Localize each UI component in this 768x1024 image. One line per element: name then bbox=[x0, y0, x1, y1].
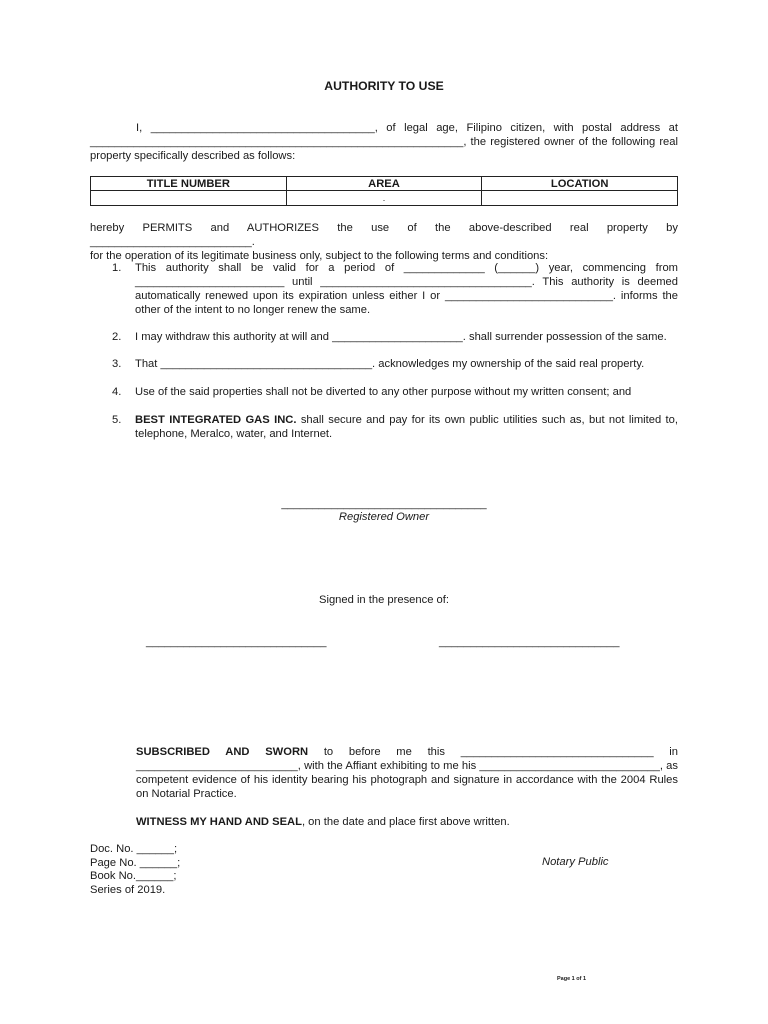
page-footer: Page 1 of 1 bbox=[557, 976, 587, 982]
witness-hand-bold: WITNESS MY HAND AND SEAL bbox=[136, 816, 302, 828]
item-text-rest: shall secure and pay for its own public utilities such as, but not limited to, telephone, Meralco, water, and Internet. bbox=[135, 414, 678, 440]
item-text: This authority shall be valid for a period of _____________ (______) year, commencing from ________________________ until __________________________________. This authority is deemed automatically renewed upon its expiration unless either I or ___________________________. informs the other of the intent to no longer renew the same. bbox=[135, 262, 678, 316]
item-text: Use of the said properties shall not be diverted to any other purpose without my written consent; and bbox=[135, 386, 632, 398]
item-number: 4. bbox=[112, 386, 122, 398]
table-row bbox=[91, 191, 678, 206]
witness-label: Signed in the presence of: bbox=[319, 594, 449, 606]
intro-paragraph bbox=[90, 121, 678, 163]
item-number: 2. bbox=[112, 331, 122, 343]
intro-mid: of legal age, Filipino citizen, with postal address at bbox=[377, 122, 679, 134]
document-page bbox=[90, 0, 678, 1024]
permits-line1: hereby PERMITS and AUTHORIZES the use of the above-described real property by __________________________. bbox=[90, 222, 678, 248]
witness-signature-line-right: _____________________________ bbox=[439, 636, 620, 648]
owner-label: Registered Owner bbox=[338, 511, 430, 523]
permits-line2: for the operation of its legitimate business only, subject to the following terms and conditions: bbox=[90, 250, 549, 262]
intro-line3: property specifically described as follows: bbox=[90, 150, 296, 162]
document-title: AUTHORITY TO USE bbox=[324, 79, 444, 93]
jurat-text: to before me this _______________________________ in __________________________, with the Affiant exhibiting to me his _____________________________, as competent evidence of his identity bearing his photograph and signature in accordance with the 2004 Rules on Notarial Practice. bbox=[136, 746, 678, 800]
header-title-number: TITLE NUMBER bbox=[91, 177, 287, 191]
jurat-paragraph bbox=[90, 745, 678, 801]
jurat-bold: SUBSCRIBED AND SWORN bbox=[136, 746, 309, 758]
item-text bbox=[135, 413, 678, 441]
table-header-row bbox=[91, 177, 678, 191]
witness-hand-paragraph bbox=[90, 815, 678, 829]
item-text: That __________________________________. acknowledges my ownership of the said real property. bbox=[135, 358, 645, 370]
owner-signature-line: _________________________________ bbox=[281, 498, 487, 510]
intro-prefix: I, bbox=[136, 122, 143, 134]
intro-owner-text: the registered owner of the following real bbox=[466, 136, 678, 148]
page-number: Page No. ______; bbox=[90, 856, 181, 869]
item-number: 1. bbox=[112, 262, 122, 274]
witness-signature-line-left: _____________________________ bbox=[146, 636, 327, 648]
property-table bbox=[90, 176, 678, 206]
witness-hand-text: , on the date and place first above written. bbox=[301, 816, 510, 828]
item-number: 3. bbox=[112, 358, 122, 370]
cell-title-number bbox=[91, 191, 287, 206]
notary-public-label: Notary Public bbox=[542, 856, 609, 868]
book-number: Book No.______; bbox=[90, 870, 177, 882]
item-text: I may withdraw this authority at will and _____________________. shall surrender possession of the same. bbox=[135, 331, 667, 343]
item-number: 5. bbox=[112, 414, 122, 426]
owner-name-blank: ____________________________________, bbox=[150, 122, 378, 134]
header-area: AREA bbox=[286, 177, 482, 191]
company-name: BEST INTEGRATED GAS INC. bbox=[135, 414, 297, 426]
cell-area: . bbox=[286, 191, 482, 206]
series-year: Series of 2019. bbox=[90, 883, 166, 896]
permits-paragraph bbox=[90, 221, 678, 263]
address-blank: ____________________________________________________________, bbox=[90, 136, 467, 148]
doc-number: Doc. No. ______; bbox=[90, 843, 178, 855]
header-location: LOCATION bbox=[482, 177, 678, 191]
cell-location bbox=[482, 191, 678, 206]
